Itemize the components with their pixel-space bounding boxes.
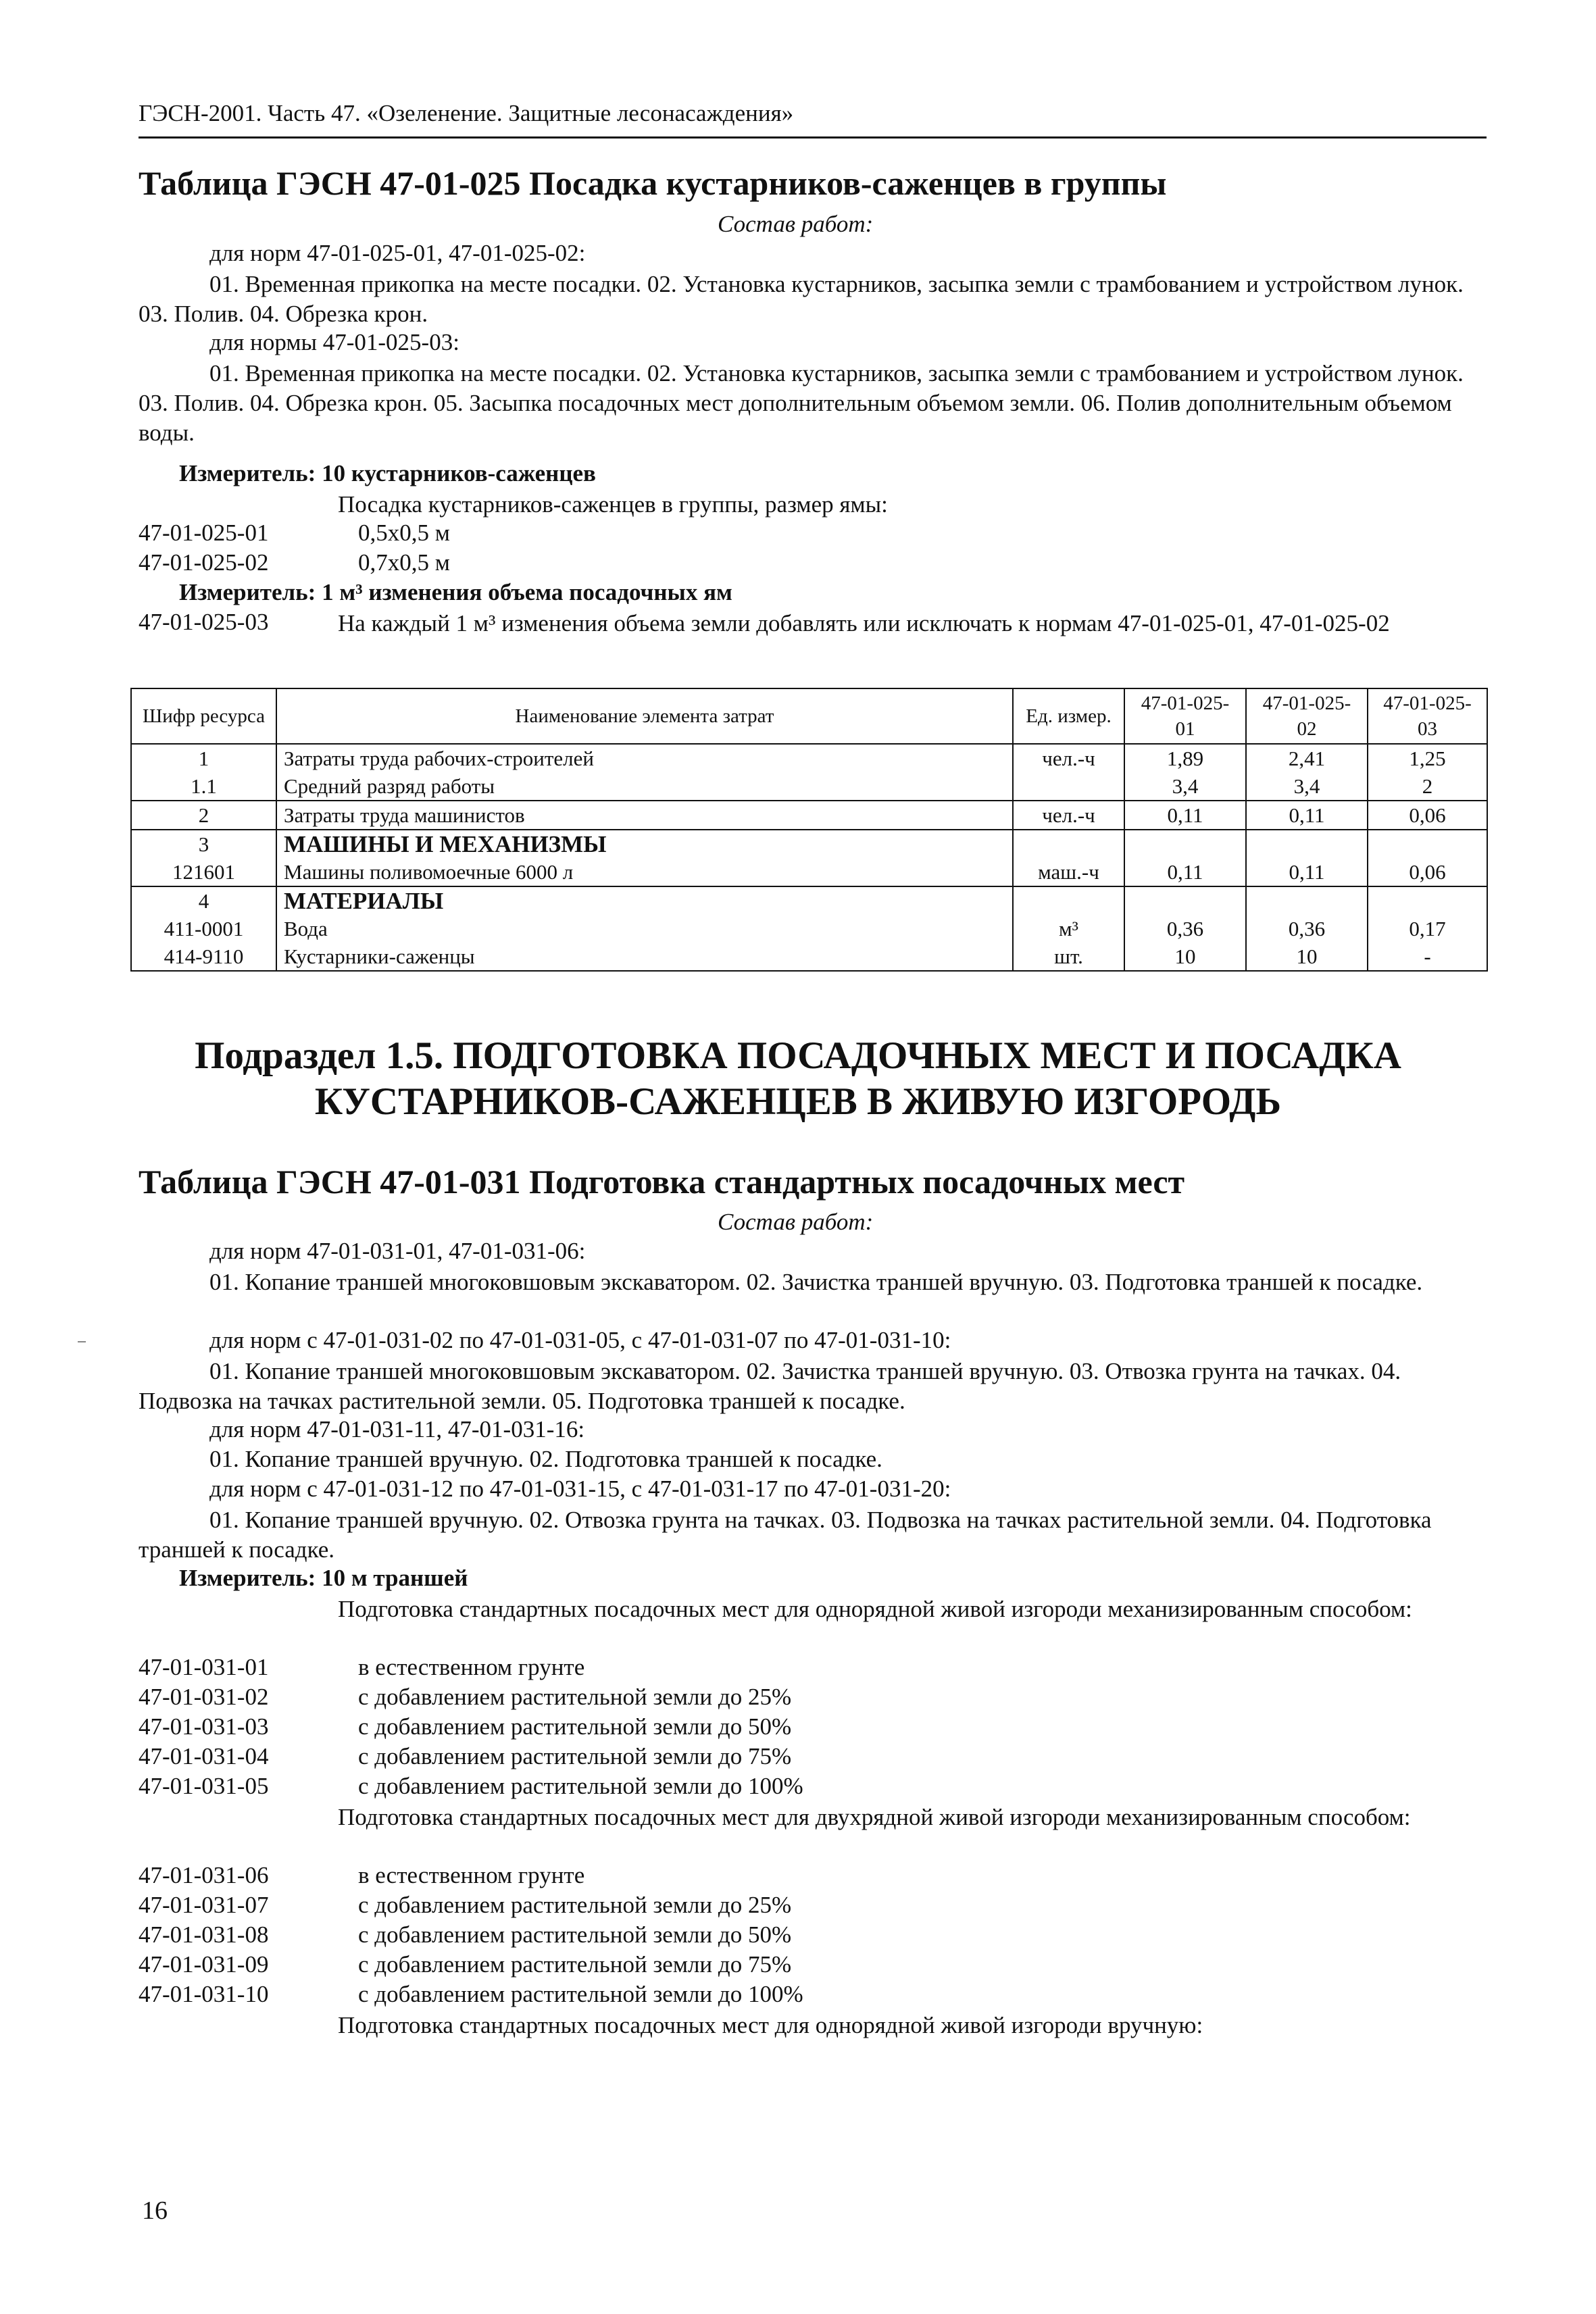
cell-unit: чел.-ч — [1013, 744, 1124, 801]
table-row — [131, 801, 1487, 830]
cell-value: 0,11 — [1246, 801, 1368, 830]
cell-code: 3 121601 — [131, 830, 276, 886]
cell-value: 2,41 3,4 — [1246, 744, 1368, 801]
norm-item: с добавлением растительной земли до 25% — [358, 1892, 792, 1918]
norm-item: с добавлением растительной земли до 75% — [358, 1951, 792, 1978]
table-row — [131, 830, 1487, 886]
norm-scope: для норм 47-01-031-11, 47-01-031-16: — [209, 1416, 585, 1442]
norm-item: с добавлением растительной земли до 50% — [358, 1713, 792, 1740]
table-row — [131, 886, 1487, 971]
norm-code: 47-01-031-02 — [139, 1684, 269, 1710]
work-composition-label: Состав работ: — [718, 1209, 874, 1235]
norm-scope: для норм 47-01-031-01, 47-01-031-06: — [209, 1238, 586, 1264]
work-description: 01. Временная прикопка на месте посадки. 02. Установка кустарников, засыпка земли с трамбованием и устройством лунок. 03. Полив. 04. Обрезка крон. — [139, 271, 1464, 327]
table-row — [131, 744, 1487, 801]
norm-item: с добавлением растительной земли до 75% — [358, 1743, 792, 1769]
norm-code: 47-01-025-03 — [139, 609, 269, 635]
norm-code: 47-01-031-05 — [139, 1773, 269, 1799]
norm-item: с добавлением растительной земли до 25% — [358, 1684, 792, 1710]
cell-name: МАТЕРИАЛЫ Вода Кустарники-саженцы — [276, 886, 1013, 971]
work-description: 01. Копание траншей вручную. 02. Отвозка грунта на тачках. 03. Подвозка на тачках растительной земли. 04. Подготовка траншей к посадке. — [139, 1507, 1432, 1563]
cell-value: 0,36 10 — [1124, 886, 1246, 971]
norm-value: 0,7х0,5 м — [358, 549, 450, 576]
page-number: 16 — [142, 2196, 168, 2225]
header-unit: Ед. измер. — [1013, 688, 1124, 744]
header-norm: 47-01-025-03 — [1368, 688, 1487, 744]
norm-code: 47-01-025-01 — [139, 520, 269, 546]
norm-note: На каждый 1 м³ изменения объема земли добавлять или исключать к нормам 47-01-025-01, 47-01-025-02 — [338, 610, 1390, 636]
subsection-title: КУСТАРНИКОВ-САЖЕНЦЕВ В ЖИВУЮ ИЗГОРОДЬ — [314, 1080, 1282, 1123]
header-norm: 47-01-025-01 — [1124, 688, 1246, 744]
group-heading: МАТЕРИАЛЫ — [284, 888, 444, 914]
cell-code: 4 411-0001 414-9110 — [131, 886, 276, 971]
cell-value: 0,11 — [1124, 801, 1246, 830]
norm-code: 47-01-031-04 — [139, 1743, 269, 1769]
cell-unit: м³ шт. — [1013, 886, 1124, 971]
cell-value: 1,89 3,4 — [1124, 744, 1246, 801]
group-heading: МАШИНЫ И МЕХАНИЗМЫ — [284, 831, 607, 857]
cell-unit: чел.-ч — [1013, 801, 1124, 830]
header-rule — [139, 136, 1487, 139]
cell-code: 2 — [131, 801, 276, 830]
norm-item: с добавлением растительной земли до 50% — [358, 1921, 792, 1948]
norm-item: с добавлением растительной земли до 100% — [358, 1773, 803, 1799]
measure-label: Измеритель: 10 кустарников-саженцев — [179, 460, 596, 486]
norm-scope: для нормы 47-01-025-03: — [209, 329, 459, 355]
group-intro: Подготовка стандартных посадочных мест для однорядной живой изгороди механизированным способом: — [338, 1596, 1412, 1622]
norm-scope: для норм с 47-01-031-02 по 47-01-031-05, с 47-01-031-07 по 47-01-031-10: — [209, 1327, 951, 1353]
group-intro: Подготовка стандартных посадочных мест для двухрядной живой изгороди механизированным способом: — [338, 1804, 1411, 1830]
cell-value: 0,11 — [1124, 830, 1246, 886]
work-description: 01. Копание траншей многоковшовым экскаватором. 02. Зачистка траншей вручную. 03. Отвозка грунта на тачках. 04. Подвозка на тачках растительной земли. 05. Подготовка траншей к посадке. — [139, 1358, 1401, 1414]
cell-unit: маш.-ч — [1013, 830, 1124, 886]
cell-value: 0,36 10 — [1246, 886, 1368, 971]
norm-scope: для норм с 47-01-031-12 по 47-01-031-15, с 47-01-031-17 по 47-01-031-20: — [209, 1476, 951, 1502]
measure-label: Измеритель: 1 м³ изменения объема посадочных ям — [179, 579, 732, 605]
norm-value: 0,5х0,5 м — [358, 520, 450, 546]
norm-code: 47-01-031-09 — [139, 1951, 269, 1978]
group-intro: Подготовка стандартных посадочных мест для однорядной живой изгороди вручную: — [338, 2012, 1203, 2038]
norm-item: в естественном грунте — [358, 1862, 585, 1888]
work-description: 01. Временная прикопка на месте посадки. 02. Установка кустарников, засыпка земли с трамбованием и устройством лунок. 03. Полив. 04. Обрезка крон. 05. Засыпка посадочных мест дополнительным объемом земли. 06. Полив дополнительным объемом воды. — [139, 360, 1464, 446]
cell-name: Затраты труда рабочих-строителей Средний разряд работы — [276, 744, 1013, 801]
norm-item: с добавлением растительной земли до 100% — [358, 1981, 803, 2007]
work-composition-label: Состав работ: — [718, 211, 874, 237]
table-header-row — [131, 688, 1487, 744]
norm-intro: Посадка кустарников-саженцев в группы, размер ямы: — [338, 491, 888, 518]
header-name: Наименование элемента затрат — [276, 688, 1013, 744]
cell-name: Затраты труда машинистов — [276, 801, 1013, 830]
table-title-025: Таблица ГЭСН 47-01-025 Посадка кустарников-саженцев в группы — [139, 164, 1167, 202]
cell-value: 0,06 — [1368, 830, 1487, 886]
cell-value: 1,25 2 — [1368, 744, 1487, 801]
norm-code: 47-01-031-06 — [139, 1862, 269, 1888]
norm-code: 47-01-031-01 — [139, 1654, 269, 1680]
header-code: Шифр ресурса — [131, 688, 276, 744]
norm-scope: для норм 47-01-025-01, 47-01-025-02: — [209, 240, 586, 266]
subsection-title: Подраздел 1.5. ПОДГОТОВКА ПОСАДОЧНЫХ МЕСТ И ПОСАДКА — [195, 1034, 1401, 1077]
header-norm: 47-01-025-02 — [1246, 688, 1368, 744]
cell-value: 0,06 — [1368, 801, 1487, 830]
norm-code: 47-01-031-03 — [139, 1713, 269, 1740]
measure-label: Измеритель: 10 м траншей — [179, 1565, 468, 1591]
running-header: ГЭСН-2001. Часть 47. «Озеленение. Защитные лесонасаждения» — [139, 100, 794, 126]
resource-table — [130, 688, 1488, 972]
norm-code: 47-01-025-02 — [139, 549, 269, 576]
work-description: 01. Копание траншей многоковшовым экскаватором. 02. Зачистка траншей вручную. 03. Подготовка траншей к посадке. — [209, 1269, 1423, 1295]
norm-code: 47-01-031-08 — [139, 1921, 269, 1948]
table-title-031: Таблица ГЭСН 47-01-031 Подготовка стандартных посадочных мест — [139, 1163, 1185, 1201]
cell-name: МАШИНЫ И МЕХАНИЗМЫ Машины поливомоечные 6000 л — [276, 830, 1013, 886]
cell-code: 1 1.1 — [131, 744, 276, 801]
cell-value: 0,17 - — [1368, 886, 1487, 971]
cell-value: 0,11 — [1246, 830, 1368, 886]
work-description: 01. Копание траншей вручную. 02. Подготовка траншей к посадке. — [209, 1446, 882, 1472]
norm-item: в естественном грунте — [358, 1654, 585, 1680]
margin-mark — [78, 1341, 86, 1342]
norm-code: 47-01-031-07 — [139, 1892, 269, 1918]
norm-code: 47-01-031-10 — [139, 1981, 269, 2007]
